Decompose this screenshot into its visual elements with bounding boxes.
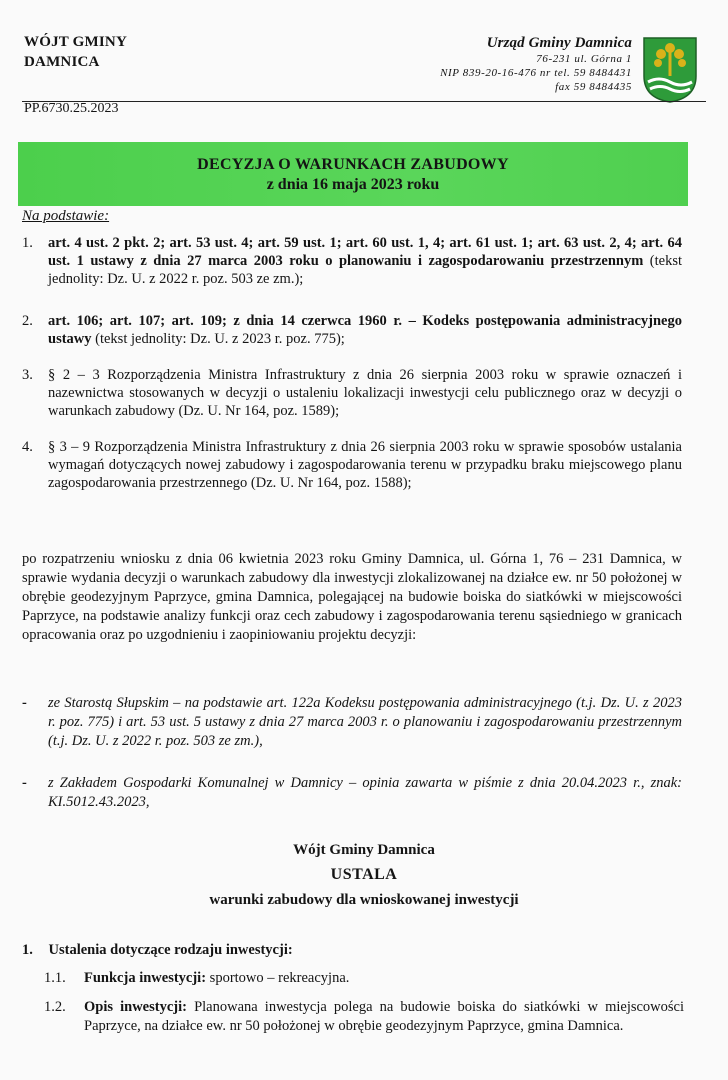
- section-title: Ustalenia dotyczące rodzaju inwestycji:: [48, 942, 293, 958]
- decision-title: DECYZJA O WARUNKACH ZABUDOWY: [197, 156, 509, 173]
- item-number: 2.: [22, 313, 33, 329]
- decision-date: z dnia 16 maja 2023 roku: [266, 176, 440, 193]
- legal-basis-item: [22, 312, 682, 348]
- subsection-item: [44, 969, 684, 988]
- decision-verb: USTALA: [330, 866, 398, 883]
- agreement-text: ze Starostą Słupskim – na podstawie art. 122a Kodeksu postępowania administracyjnego (t.j. Dz. U. z 2023 r. poz. 775) i art. 53 ust. 5 ustawy z dnia 27 marca 2003 r. o planowaniu i zagospodarowaniu przestrzennym (t.j. Dz. U. z 2022 r. poz. 503 ze zm.),: [48, 695, 682, 749]
- item-number: 4.: [22, 439, 33, 455]
- issuer-line-2: DAMNICA: [24, 54, 100, 70]
- decision-object: warunki zabudowy dla wnioskowanej inwestycji: [209, 892, 519, 908]
- subsection-text: sportowo – rekreacyjna.: [206, 970, 350, 986]
- section-number: 1.: [22, 942, 33, 958]
- legal-basis-item: [22, 438, 682, 492]
- consideration-paragraph: po rozpatrzeniu wniosku z dnia 06 kwietnia 2023 roku Gminy Damnica, ul. Górna 1, 76 – 231 Damnica, w sprawie wydania decyzji o warunkach zabudowy dla inwestycji zlokalizowanej na działce ew. nr 50 położonej w obrębie geodezyjnym Paprzyce, gmina Damnica, polegającej na budowie boiska do siatkówki w miejscowości Paprzyce, na podstawie analizy funkcji oraz cech zabudowy i zagospodarowania terenu sąsiedniego w granicach opracowania oraz po uzgodnieniu i zaopiniowaniu projektu decyzji:: [22, 551, 682, 643]
- item-number: 3.: [22, 367, 33, 383]
- municipal-coat-of-arms-icon: [642, 36, 698, 104]
- agreement-item: [22, 774, 682, 812]
- item-text: § 3 – 9 Rozporządzenia Ministra Infrastruktury z dnia 26 sierpnia 2003 roku w sprawie sposobów ustalania wymagań dotyczących nowej zabudowy i zagospodarowania terenu w przypadku braku miejscowego planu zagospodarowania przestrzennego (Dz. U. Nr 164, poz. 1588);: [48, 439, 682, 491]
- institution-fax: fax 59 8484435: [555, 81, 632, 93]
- legal-basis-item: [22, 234, 682, 288]
- subsection-number: 1.2.: [44, 999, 66, 1015]
- dash-marker: -: [22, 695, 27, 711]
- institution-address: 76-231 ul. Górna 1: [536, 53, 632, 65]
- basis-label: Na podstawie:: [22, 208, 110, 224]
- issuer-block: [24, 32, 127, 72]
- item-bold: art. 106; art. 107; art. 109; z dnia 14 czerwca 1960 r. – Kodeks postępowania administracyjnego ustawy: [48, 313, 682, 347]
- institution-nip-tel: NIP 839-20-16-476 nr tel. 59 8484431: [440, 67, 632, 79]
- agreement-text: z Zakładem Gospodarki Komunalnej w Damnicy – opinia zawarta w piśmie z dnia 20.04.2023 r., znak: KI.5012.43.2023,: [48, 775, 682, 810]
- decision-authority: Wójt Gminy Damnica: [293, 842, 435, 858]
- item-text: § 2 – 3 Rozporządzenia Ministra Infrastruktury z dnia 26 sierpnia 2003 roku w sprawie oznaczeń i nazewnictwa stosowanych w decyzji o ustaleniu lokalizacji inwestycji celu publicznego oraz w decyzji o warunkach zabudowy (Dz. U. Nr 164, poz. 1589);: [48, 367, 682, 419]
- agreement-item: [22, 694, 682, 751]
- institution-block: [440, 34, 632, 94]
- item-text: (tekst jednolity: Dz. U. z 2022 r. poz. 503 ze zm.);: [48, 253, 682, 287]
- title-banner: [18, 142, 688, 206]
- subsection-label: Funkcja inwestycji:: [84, 970, 207, 986]
- subsection-number: 1.1.: [44, 970, 66, 986]
- item-text: (tekst jednolity: Dz. U. z 2023 r. poz. 775);: [91, 331, 345, 347]
- dash-marker: -: [22, 775, 27, 791]
- issuer-line-1: WÓJT GMINY: [24, 34, 127, 50]
- header-rule: [22, 101, 706, 102]
- subsection-item: [44, 998, 684, 1036]
- section-heading: [22, 942, 293, 959]
- item-bold: art. 4 ust. 2 pkt. 2; art. 53 ust. 4; art. 59 ust. 1; art. 60 ust. 1, 4; art. 61 ust. 1; art. 63 ust. 2, 4; art. 64 ust. 1 ustawy z dnia 27 marca 2003 roku o planowaniu i zagospodarowaniu przestrzennym: [48, 235, 682, 269]
- subsection-label: Opis inwestycji:: [84, 999, 187, 1015]
- case-reference: PP.6730.25.2023: [24, 101, 119, 116]
- item-number: 1.: [22, 235, 33, 251]
- subsection-text: Planowana inwestycja polega na budowie boiska do siatkówki w miejscowości Paprzyce, na działce ew. nr 50 położonej w obrębie geodezyjnym Paprzyce, gmina Damnica.: [84, 999, 685, 1034]
- legal-basis-item: [22, 366, 682, 420]
- institution-name: Urząd Gminy Damnica: [486, 35, 632, 51]
